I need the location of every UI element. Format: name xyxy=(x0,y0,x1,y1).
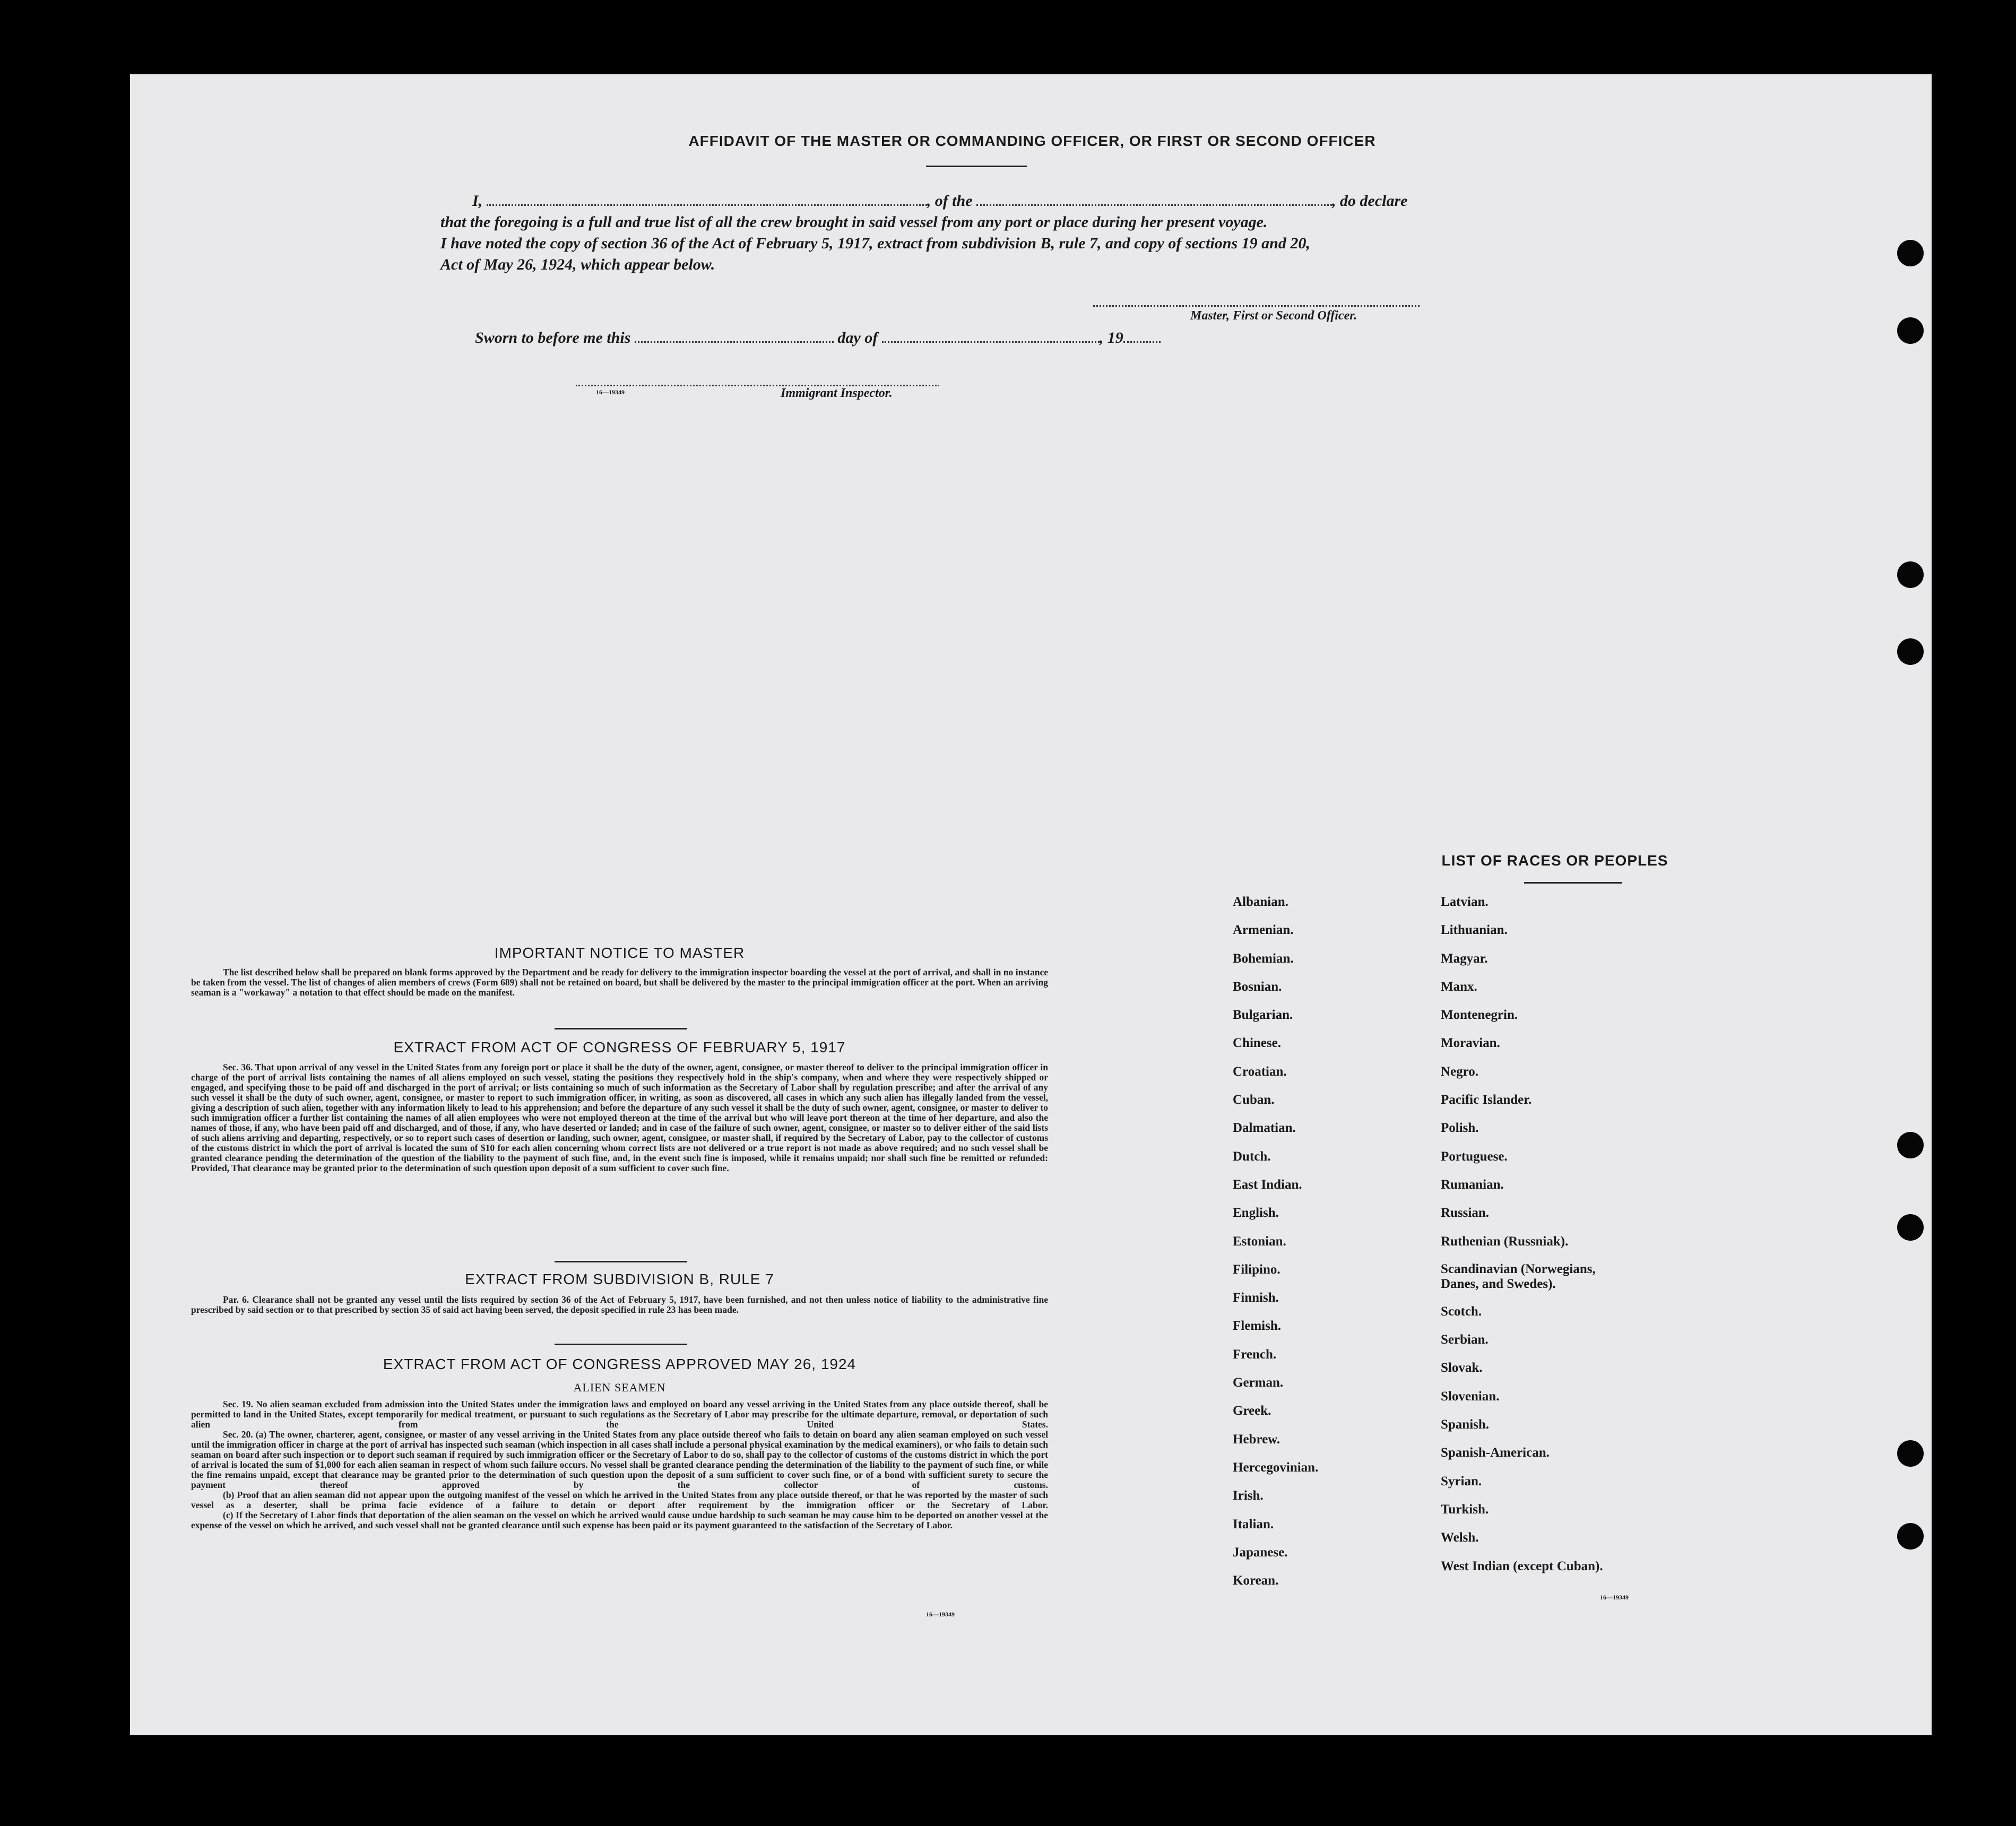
race-item: Bulgarian. xyxy=(1233,1008,1293,1023)
extract-1917-body xyxy=(191,1062,1048,1237)
race-item: Magyar. xyxy=(1441,951,1488,966)
races-title: LIST OF RACES OR PEOPLES xyxy=(1441,852,1668,869)
extract-1917-text: Sec. 36. That upon arrival of any vessel in the United States from any foreign port or place it shall be the duty of the owner, agent, consignee, or master thereof to deliver to the principal immigration officer in charge of the port of arrival lists containing the names of all aliens employed on such vessel, stating the positions they respectively hold in the ship's company, when and where they were respectively shipped or engaged, and specifying those to be paid off and discharged in the port of arrival; or lists containing so much of such information as the Secretary of Labor shall by regulation prescribe; and after the arrival of any such vessel it shall be the duty of such owner, agent, consignee, or master to report to such immigration officer, in writing, as soon as discovered, all cases in which any such alien has illegally landed from the vessel, giving a description of such alien, together with any information likely to lead to his apprehension; and before the departure of any such vessel it shall be the duty of such owner, agent, consignee, or master to deliver to such immigration officer a further list containing the names of all alien employees who were not employed thereon at the time of the arrival but who will leave port thereon at the time of her departure, and also the names of those, if any, who have been paid off and discharged, and of those, if any, who have deserted or landed; and in case of the failure of such owner, agent, consignee, or master so to deliver either of the said lists of such aliens arriving and departing, respectively, or so to report such cases of desertion or landing, such owner, agent, consignee, or master shall, if required by the Secretary of Labor, pay to the collector of customs of the customs district in which the port of arrival is located the sum of $10 for each alien concerning whom correct lists are not delivered or a true report is not made as above required; and no such vessel shall be granted clearance pending the determination of the question of the liability to the payment of such fine, and, in the event such fine is imposed, while it remains unpaid; nor shall such fine be remitted or refunded: Provided, That clearance may be granted prior to the determination of such question upon deposit of a sum sufficient to cover such fine. xyxy=(191,1062,1048,1173)
race-item: Rumanian. xyxy=(1441,1177,1504,1192)
race-item: Pacific Islander. xyxy=(1441,1093,1532,1107)
race-item: Scotch. xyxy=(1441,1304,1482,1319)
races-rule xyxy=(1524,882,1622,884)
race-item: West Indian (except Cuban). xyxy=(1441,1559,1603,1573)
race-item: Slovenian. xyxy=(1441,1389,1500,1404)
race-item: Filipino. xyxy=(1233,1262,1280,1277)
race-item: Spanish. xyxy=(1441,1417,1490,1432)
race-item: Irish. xyxy=(1233,1489,1264,1503)
vessel-name-field[interactable] xyxy=(976,193,1332,206)
alien-seamen-subtitle: ALIEN SEAMEN xyxy=(573,1381,666,1394)
declaration-line-1 xyxy=(472,192,1407,210)
declarant-prefix: I, xyxy=(472,192,483,210)
rule-7-body xyxy=(191,1295,1048,1328)
binder-hole xyxy=(1897,317,1924,344)
binder-hole xyxy=(1897,1132,1924,1158)
race-item: Serbian. xyxy=(1441,1332,1489,1347)
race-item: Hebrew. xyxy=(1233,1432,1280,1447)
race-item: Syrian. xyxy=(1441,1474,1482,1489)
race-item: Bohemian. xyxy=(1233,951,1294,966)
race-item: Flemish. xyxy=(1233,1319,1281,1334)
race-item: Ruthenian (Russniak). xyxy=(1441,1234,1569,1249)
section-20c-text: (c) If the Secretary of Labor finds that deportation of the alien seaman on the vessel on which he arrived would cause undue hardship to such seaman he may cause him to be deported on another vessel at the expense of the vessel on which he arrived, and such vessel shall not be granted clearance until such expense has been paid or its payment guaranteed to the satisfaction of the Secretary of Labor. xyxy=(191,1510,1048,1530)
race-item: Montenegrin. xyxy=(1441,1008,1518,1023)
declarant-name-field[interactable] xyxy=(487,193,927,206)
master-signature-field[interactable] xyxy=(1093,305,1420,307)
race-item: French. xyxy=(1233,1347,1277,1362)
year-label: , 19 xyxy=(1099,329,1123,347)
section-rule xyxy=(555,1028,687,1029)
race-item: Lithuanian. xyxy=(1441,923,1508,938)
race-item: Portuguese. xyxy=(1441,1149,1508,1164)
section-20b-text: (b) Proof that an alien seaman did not appear upon the outgoing manifest of the vessel on which he arrived in the United States from any place outside thereof, or that he was reported by the master of such vessel as a deserter, shall be prima facie evidence of a failure to detain or deport after requirement by the immigration officer or the Secretary of Labor. xyxy=(191,1490,1048,1510)
binder-hole xyxy=(1897,1214,1924,1241)
title-rule xyxy=(926,166,1027,167)
rule-7-title: EXTRACT FROM SUBDIVISION B, RULE 7 xyxy=(465,1271,774,1287)
race-item: Moravian. xyxy=(1441,1036,1500,1051)
race-item: Latvian. xyxy=(1441,895,1489,909)
race-item: Croatian. xyxy=(1233,1064,1287,1079)
affidavit-title: AFFIDAVIT OF THE MASTER OR COMMANDING OFFICER, OR FIRST OR SECOND OFFICER xyxy=(688,133,1376,149)
section-20a-text: Sec. 20. (a) The owner, charterer, agent, consignee, or master of any vessel arriving in the United States from any place outside thereof who fails to detain on board any alien seaman employed on such vessel until the immigration officer in charge at the port of arrival has inspected such seaman (which inspection in all cases shall include a personal physical examination by the medical examiners), or who fails to detain such seaman on board after such inspection or to deport such seaman if required by such immigration officer or the Secretary of Labor to do so, shall pay to the collector of customs of the customs district in which the port of arrival is located the sum of $1,000 for each alien seaman in respect of whom such failure occurs. No vessel shall be granted clearance pending the determination of the liability to the payment of such fine, or while the fine remains unpaid, except that clearance may be granted prior to the determination of such question upon the deposit of a sum sufficient to cover such fine, or of a bond with sufficient surety to secure the payment thereof approved by the collector of customs. xyxy=(191,1429,1048,1490)
section-rule xyxy=(555,1344,687,1345)
rule-7-text: Par. 6. Clearance shall not be granted any vessel until the lists required by section 36 of the Act of February 5, 1917, have been furnished, and not then unless notice of liability to the administrative fine prescribed by said section or to that prescribed by section 35 of said act having been served, the deposit specified in rule 23 has been made. xyxy=(191,1295,1048,1315)
race-item: Bosnian. xyxy=(1233,979,1282,994)
race-item: East Indian. xyxy=(1233,1177,1302,1192)
extract-1924-body xyxy=(191,1399,1048,1602)
do-declare-label: , do declare xyxy=(1332,192,1408,210)
race-item: Cuban. xyxy=(1233,1093,1275,1107)
race-item: Manx. xyxy=(1441,979,1477,994)
extract-1917-title: EXTRACT FROM ACT OF CONGRESS OF FEBRUARY 5, 1917 xyxy=(393,1039,846,1055)
race-item: Estonian. xyxy=(1233,1234,1286,1249)
race-item: Korean. xyxy=(1233,1573,1279,1588)
declaration-line-4: Act of May 26, 1924, which appear below. xyxy=(440,256,715,273)
sworn-label: Sworn to before me this xyxy=(475,329,631,347)
race-item: Turkish. xyxy=(1441,1502,1489,1517)
race-item: Finnish. xyxy=(1233,1291,1279,1305)
race-item: Scandinavian (Norwegians, Danes, and Swedes). xyxy=(1441,1261,1596,1291)
races-left-column xyxy=(1233,894,1318,1601)
notice-body xyxy=(191,967,1048,1012)
section-rule xyxy=(555,1261,687,1262)
form-number: 16—19349 xyxy=(1600,1594,1629,1601)
notice-text: The list described below shall be prepared on blank forms approved by the Department and be ready for delivery to the immigration inspector boarding the vessel at the port of arrival, and shall in no instance be taken from the vessel. The list of changes of alien members of crews (Form 689) shall not be retained on board, but shall be delivered by the master to the principal immigration officer at the port. When an arriving seaman is a "workaway" a notation to that effect should be made on the manifest. xyxy=(191,967,1048,998)
race-item: Dutch. xyxy=(1233,1149,1271,1164)
race-item: Russian. xyxy=(1441,1206,1490,1221)
race-item: Polish. xyxy=(1441,1121,1479,1136)
race-item: Albanian. xyxy=(1233,895,1288,909)
notice-title: IMPORTANT NOTICE TO MASTER xyxy=(494,945,745,961)
race-item: Italian. xyxy=(1233,1517,1274,1531)
binder-hole xyxy=(1897,240,1924,266)
inspector-label: Immigrant Inspector. xyxy=(781,386,893,400)
race-item: Chinese. xyxy=(1233,1036,1281,1051)
form-number: 16—19349 xyxy=(926,1611,955,1618)
races-right-column xyxy=(1441,894,1632,1587)
binder-hole xyxy=(1897,1440,1924,1467)
race-item: Dalmatian. xyxy=(1233,1121,1296,1136)
race-item: Welsh. xyxy=(1441,1530,1479,1545)
declaration-line-2: that the foregoing is a full and true list of all the crew brought in said vessel from any port or place during her present voyage. xyxy=(440,213,1268,231)
race-item: German. xyxy=(1233,1375,1284,1390)
race-item: English. xyxy=(1233,1206,1279,1221)
race-item: Hercegovinian. xyxy=(1233,1460,1319,1475)
master-signature-label: Master, First or Second Officer. xyxy=(1190,309,1357,323)
race-item: Armenian. xyxy=(1233,923,1294,938)
section-19-text: Sec. 19. No alien seaman excluded from admission into the United States under the immigration laws and employed on board any vessel arriving in the United States from any place outside thereof, shall be permitted to land in the United States, except temporarily for medical treatment, or pursuant to such regulations as the Secretary of Labor may prescribe for the ultimate departure, removal, or deportation of such alien from the United States. xyxy=(191,1399,1048,1430)
race-item: Slovak. xyxy=(1441,1361,1483,1375)
form-number: 16—19349 xyxy=(596,388,625,396)
declaration-line-3: I have noted the copy of section 36 of the Act of February 5, 1917, extract from subdivision B, rule 7, and copy of sections 19 and 20, xyxy=(440,235,1310,252)
sworn-line xyxy=(475,329,1161,347)
day-of-label: day of xyxy=(837,329,878,347)
sworn-year-field[interactable] xyxy=(1123,330,1161,343)
sworn-month-field[interactable] xyxy=(882,330,1100,343)
of-the-label: , of the xyxy=(927,192,973,210)
sworn-day-field[interactable] xyxy=(635,330,834,343)
race-item: Negro. xyxy=(1441,1064,1479,1079)
document-page xyxy=(130,74,1932,1735)
race-item: Japanese. xyxy=(1233,1545,1288,1560)
race-item: Greek. xyxy=(1233,1404,1271,1418)
binder-hole xyxy=(1897,561,1924,588)
binder-hole xyxy=(1897,638,1924,665)
extract-1924-title: EXTRACT FROM ACT OF CONGRESS APPROVED MAY 26, 1924 xyxy=(383,1356,856,1372)
binder-hole xyxy=(1897,1523,1924,1550)
race-item: Spanish-American. xyxy=(1441,1446,1550,1460)
